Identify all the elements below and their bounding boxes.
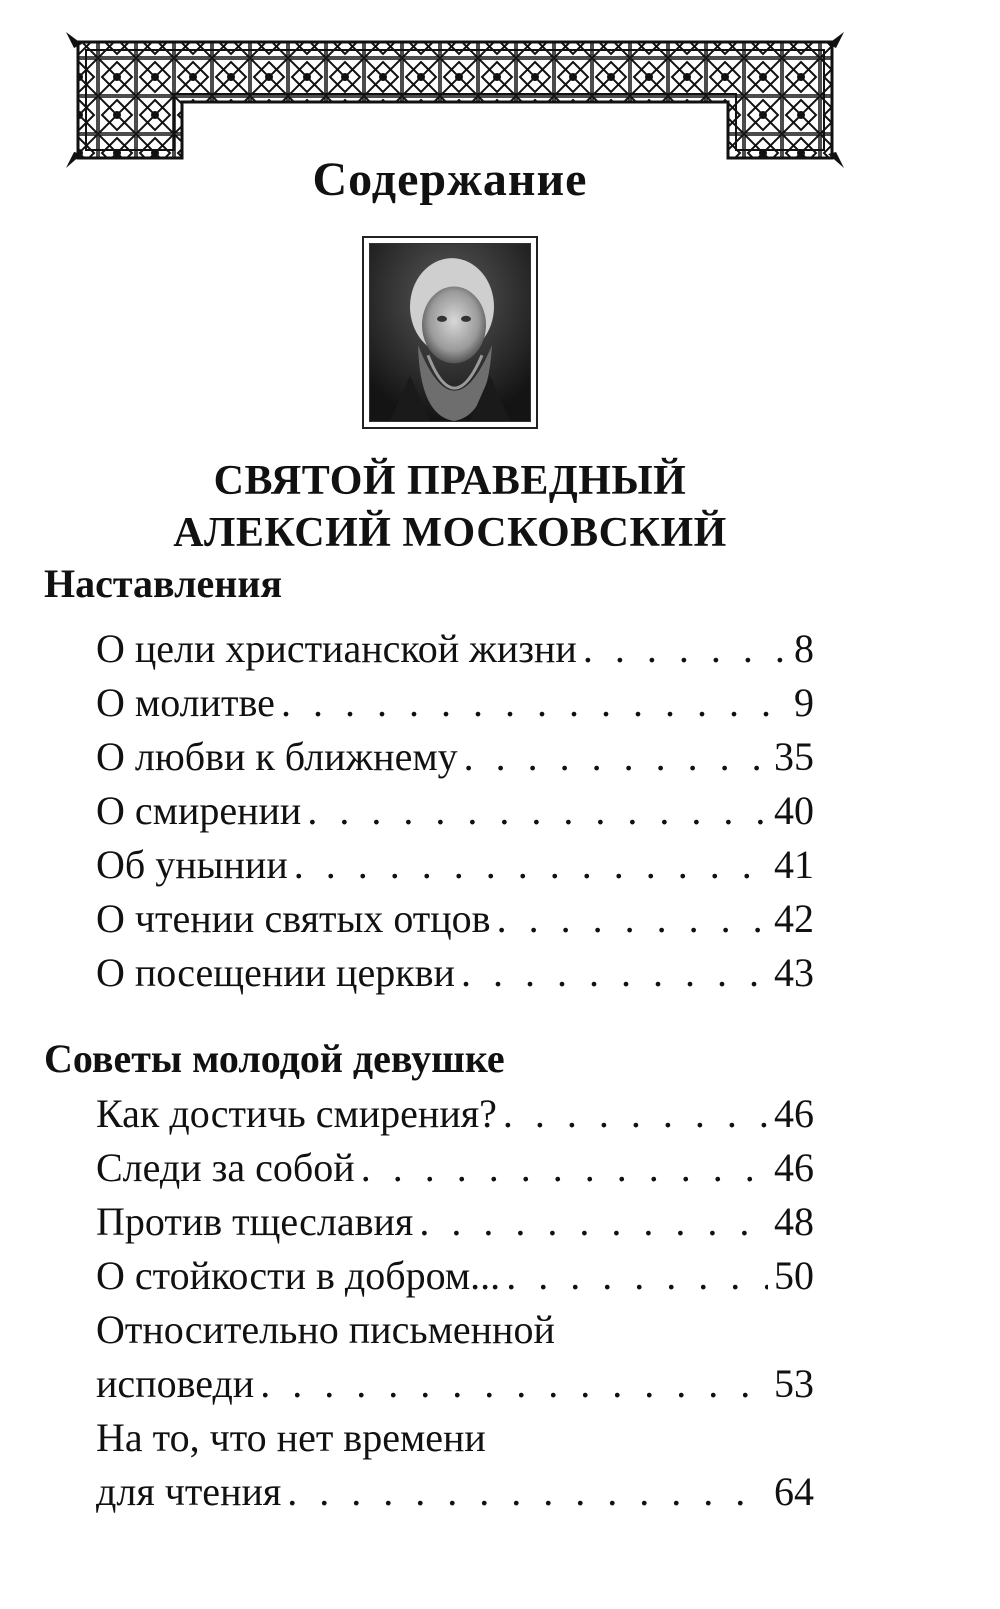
saint-name-line1: СВЯТОЙ ПРАВЕДНЫЙ xyxy=(213,458,687,504)
toc-entry[interactable] xyxy=(96,1249,814,1303)
toc-entry[interactable] xyxy=(96,946,814,1000)
toc-list-advice xyxy=(96,1087,814,1519)
toc-entry-page: 64 xyxy=(774,1469,814,1514)
toc-entry-title: О цели христианской жизни xyxy=(96,626,577,671)
dot-leader xyxy=(294,838,768,892)
toc-entry-page: 35 xyxy=(774,734,814,779)
saint-name-line2: АЛЕКСИЙ МОСКОВСКИЙ xyxy=(173,510,727,556)
toc-entry[interactable] xyxy=(96,622,814,676)
toc-entry-page: 53 xyxy=(774,1361,814,1406)
toc-entry-title: для чтения xyxy=(96,1469,282,1514)
toc-entry-page: 8 xyxy=(794,626,814,671)
toc-entry-page: 46 xyxy=(774,1091,814,1136)
toc-entry-title: Против тщеславия xyxy=(96,1199,414,1244)
dot-leader xyxy=(583,622,788,676)
dot-leader xyxy=(281,676,788,730)
dot-leader xyxy=(464,730,768,784)
toc-entry[interactable] xyxy=(96,784,814,838)
toc-entry[interactable] xyxy=(96,838,814,892)
toc-entry-page: 43 xyxy=(774,950,814,995)
dot-leader xyxy=(461,946,768,1000)
saint-name-heading xyxy=(0,455,900,559)
toc-entry[interactable] xyxy=(96,892,814,946)
toc-entry-title: Следи за собой xyxy=(96,1145,355,1190)
dot-leader xyxy=(260,1357,768,1411)
toc-entry-page: 41 xyxy=(774,842,814,887)
dot-leader xyxy=(503,1087,768,1141)
toc-entry[interactable] xyxy=(96,1411,814,1519)
toc-entry-page: 50 xyxy=(774,1253,814,1298)
section-title-instructions: Наставления xyxy=(44,561,283,606)
toc-entry[interactable] xyxy=(96,1303,814,1411)
dot-leader xyxy=(287,1465,768,1519)
toc-entry[interactable] xyxy=(96,676,814,730)
toc-entry-title: О молитве xyxy=(96,680,275,725)
toc-entry-title: Об унынии xyxy=(96,842,288,887)
toc-list-instructions xyxy=(96,622,814,1000)
toc-entry-title: О смирении xyxy=(96,788,302,833)
toc-entry-page: 48 xyxy=(774,1199,814,1244)
toc-entry-title: Как достичь смирения? xyxy=(96,1091,497,1136)
section-title-advice: Советы молодой девушке xyxy=(44,1036,505,1081)
dot-leader xyxy=(419,1195,768,1249)
contents-title: Содержание xyxy=(312,153,588,206)
dot-leader xyxy=(307,784,768,838)
portrait-frame xyxy=(362,236,538,429)
toc-entry-title: О стойкости в добром... xyxy=(96,1253,501,1298)
toc-entry-title: О чтении святых отцов xyxy=(96,896,491,941)
toc-entry-page: 42 xyxy=(774,896,814,941)
toc-entry-page: 40 xyxy=(774,788,814,833)
saint-portrait xyxy=(369,243,531,422)
toc-entry-title: О любви к ближнему xyxy=(96,734,458,779)
toc-entry[interactable] xyxy=(96,1195,814,1249)
toc-entry-title: исповеди xyxy=(96,1361,255,1406)
dot-leader xyxy=(497,892,768,946)
toc-entry-title-line1: Относительно письменной xyxy=(96,1307,555,1352)
toc-entry[interactable] xyxy=(96,730,814,784)
toc-entry-title-line1: На то, что нет времени xyxy=(96,1415,486,1460)
toc-entry[interactable] xyxy=(96,1141,814,1195)
toc-entry-page: 9 xyxy=(794,680,814,725)
toc-entry-page: 46 xyxy=(774,1145,814,1190)
dot-leader xyxy=(361,1141,768,1195)
dot-leader xyxy=(506,1249,768,1303)
toc-entry-title: О посещении церкви xyxy=(96,950,455,995)
toc-entry[interactable] xyxy=(96,1087,814,1141)
